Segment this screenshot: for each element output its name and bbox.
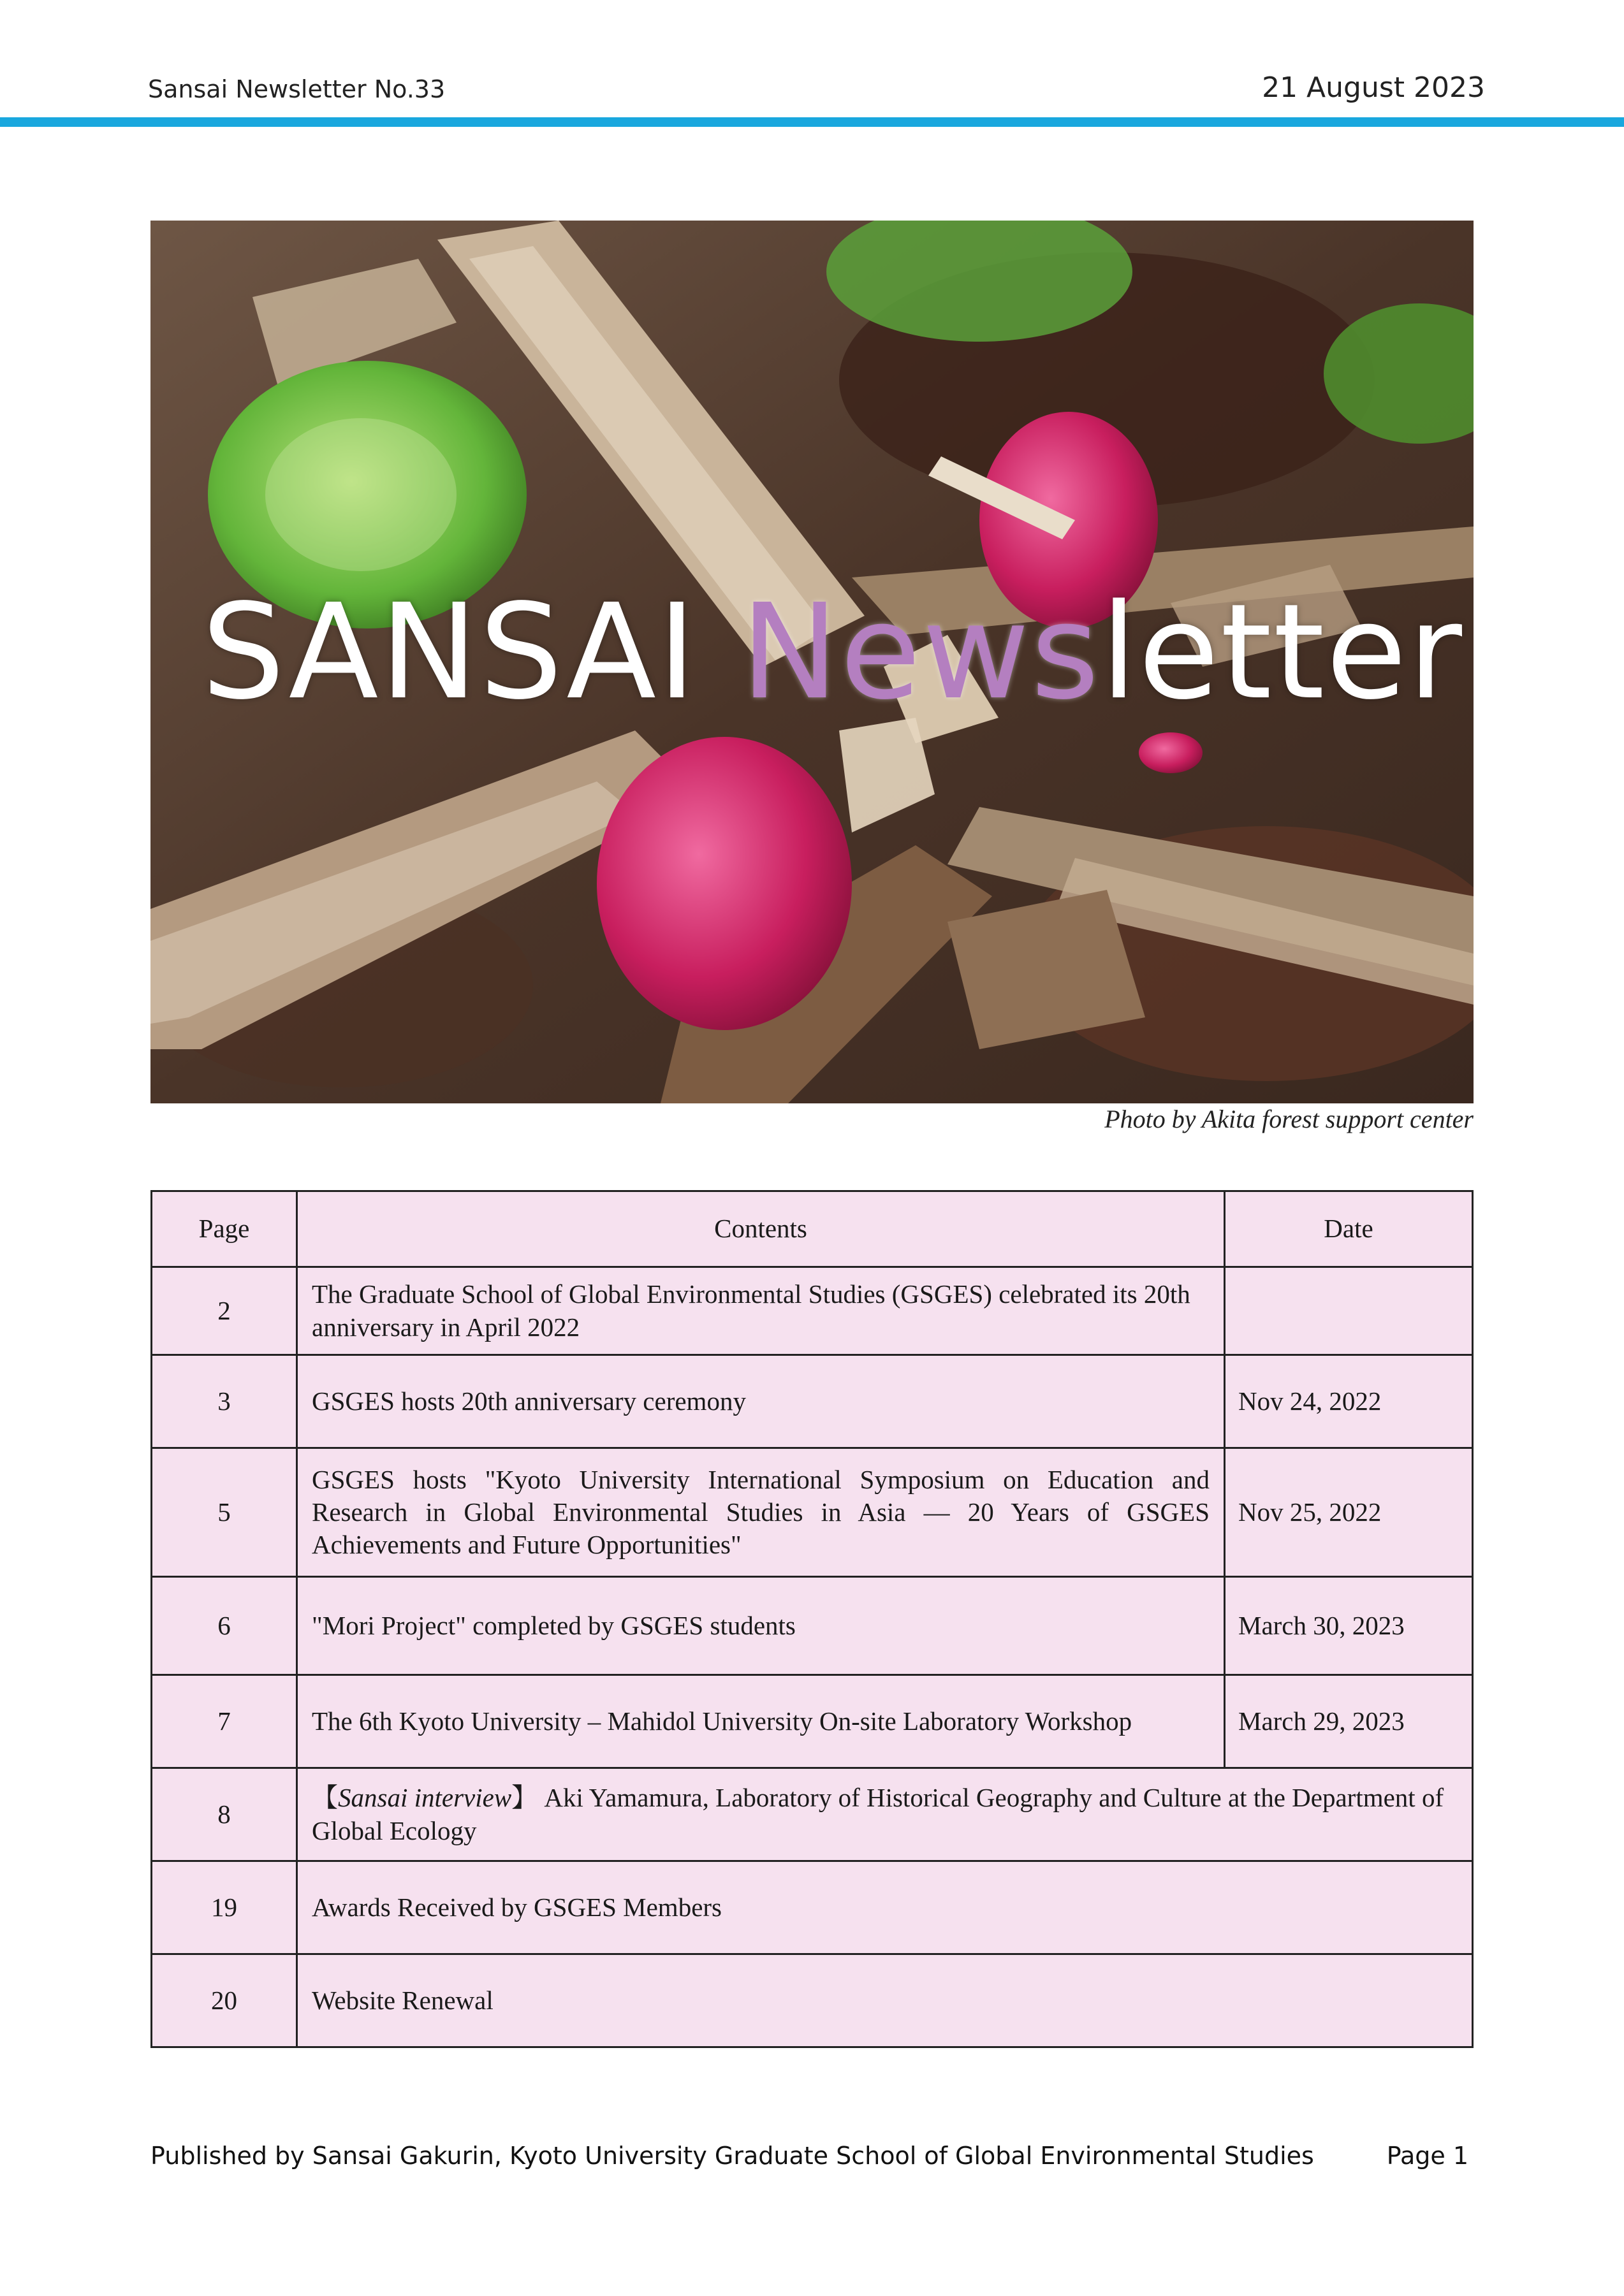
row-page: 8: [152, 1768, 297, 1861]
row-contents: "Mori Project" completed by GSGES students: [297, 1577, 1225, 1675]
masthead-news: News: [740, 576, 1101, 729]
row-contents: The 6th Kyoto University – Mahidol University On-site Laboratory Workshop: [297, 1675, 1225, 1768]
issue-date: 21 August 2023: [1262, 71, 1485, 104]
table-row: [152, 1355, 1473, 1448]
row-contents: Awards Received by GSGES Members: [297, 1861, 1473, 1954]
masthead-sansai: SANSAI: [201, 576, 741, 729]
row-page: 5: [152, 1448, 297, 1577]
row-contents-interview: [297, 1768, 1473, 1861]
masthead-letter: letter: [1101, 576, 1463, 729]
header-date: Date: [1225, 1191, 1473, 1267]
row-date: March 30, 2023: [1225, 1577, 1473, 1675]
table-row: [152, 1267, 1473, 1355]
row-page: 2: [152, 1267, 297, 1355]
row-page: 19: [152, 1861, 297, 1954]
header-rule: [0, 117, 1624, 127]
footer-publisher: Published by Sansai Gakurin, Kyoto University Graduate School of Global Environmental Studies: [150, 2142, 1314, 2170]
table-header-row: [152, 1191, 1473, 1267]
table-row: [152, 1448, 1473, 1577]
row-date: [1225, 1267, 1473, 1355]
interview-text: 】 Aki Yamamura, Laboratory of Historical Geography and Culture at the Department of Global Ecology: [312, 1783, 1444, 1845]
newsletter-masthead: [201, 576, 1477, 729]
row-contents: The Graduate School of Global Environmental Studies (GSGES) celebrated its 20th anniversary in April 2022: [297, 1267, 1225, 1355]
header-contents: Contents: [297, 1191, 1225, 1267]
bracket-open: 【: [312, 1783, 338, 1813]
row-contents: GSGES hosts 20th anniversary ceremony: [297, 1355, 1225, 1448]
newsletter-issue: Sansai Newsletter No.33: [148, 75, 446, 103]
row-page: 6: [152, 1577, 297, 1675]
row-date: March 29, 2023: [1225, 1675, 1473, 1768]
row-page: 20: [152, 1954, 297, 2047]
row-date: Nov 25, 2022: [1225, 1448, 1473, 1577]
interview-label: Sansai interview: [338, 1783, 512, 1813]
row-date: Nov 24, 2022: [1225, 1355, 1473, 1448]
table-row: [152, 1768, 1473, 1861]
row-page: 7: [152, 1675, 297, 1768]
row-contents: GSGES hosts "Kyoto University International Symposium on Education and Research in Global Environmental Studies in Asia — 20 Years of GSGES Achievements and Future Opportunities": [297, 1448, 1225, 1577]
photo-caption: Photo by Akita forest support center: [1104, 1105, 1474, 1133]
contents-table: [150, 1190, 1474, 2048]
row-contents: Website Renewal: [297, 1954, 1473, 2047]
header-page: Page: [152, 1191, 297, 1267]
row-page: 3: [152, 1355, 297, 1448]
table-row: [152, 1577, 1473, 1675]
table-row: [152, 1954, 1473, 2047]
table-row: [152, 1861, 1473, 1954]
table-row: [152, 1675, 1473, 1768]
page-number: Page 1: [1386, 2142, 1468, 2170]
